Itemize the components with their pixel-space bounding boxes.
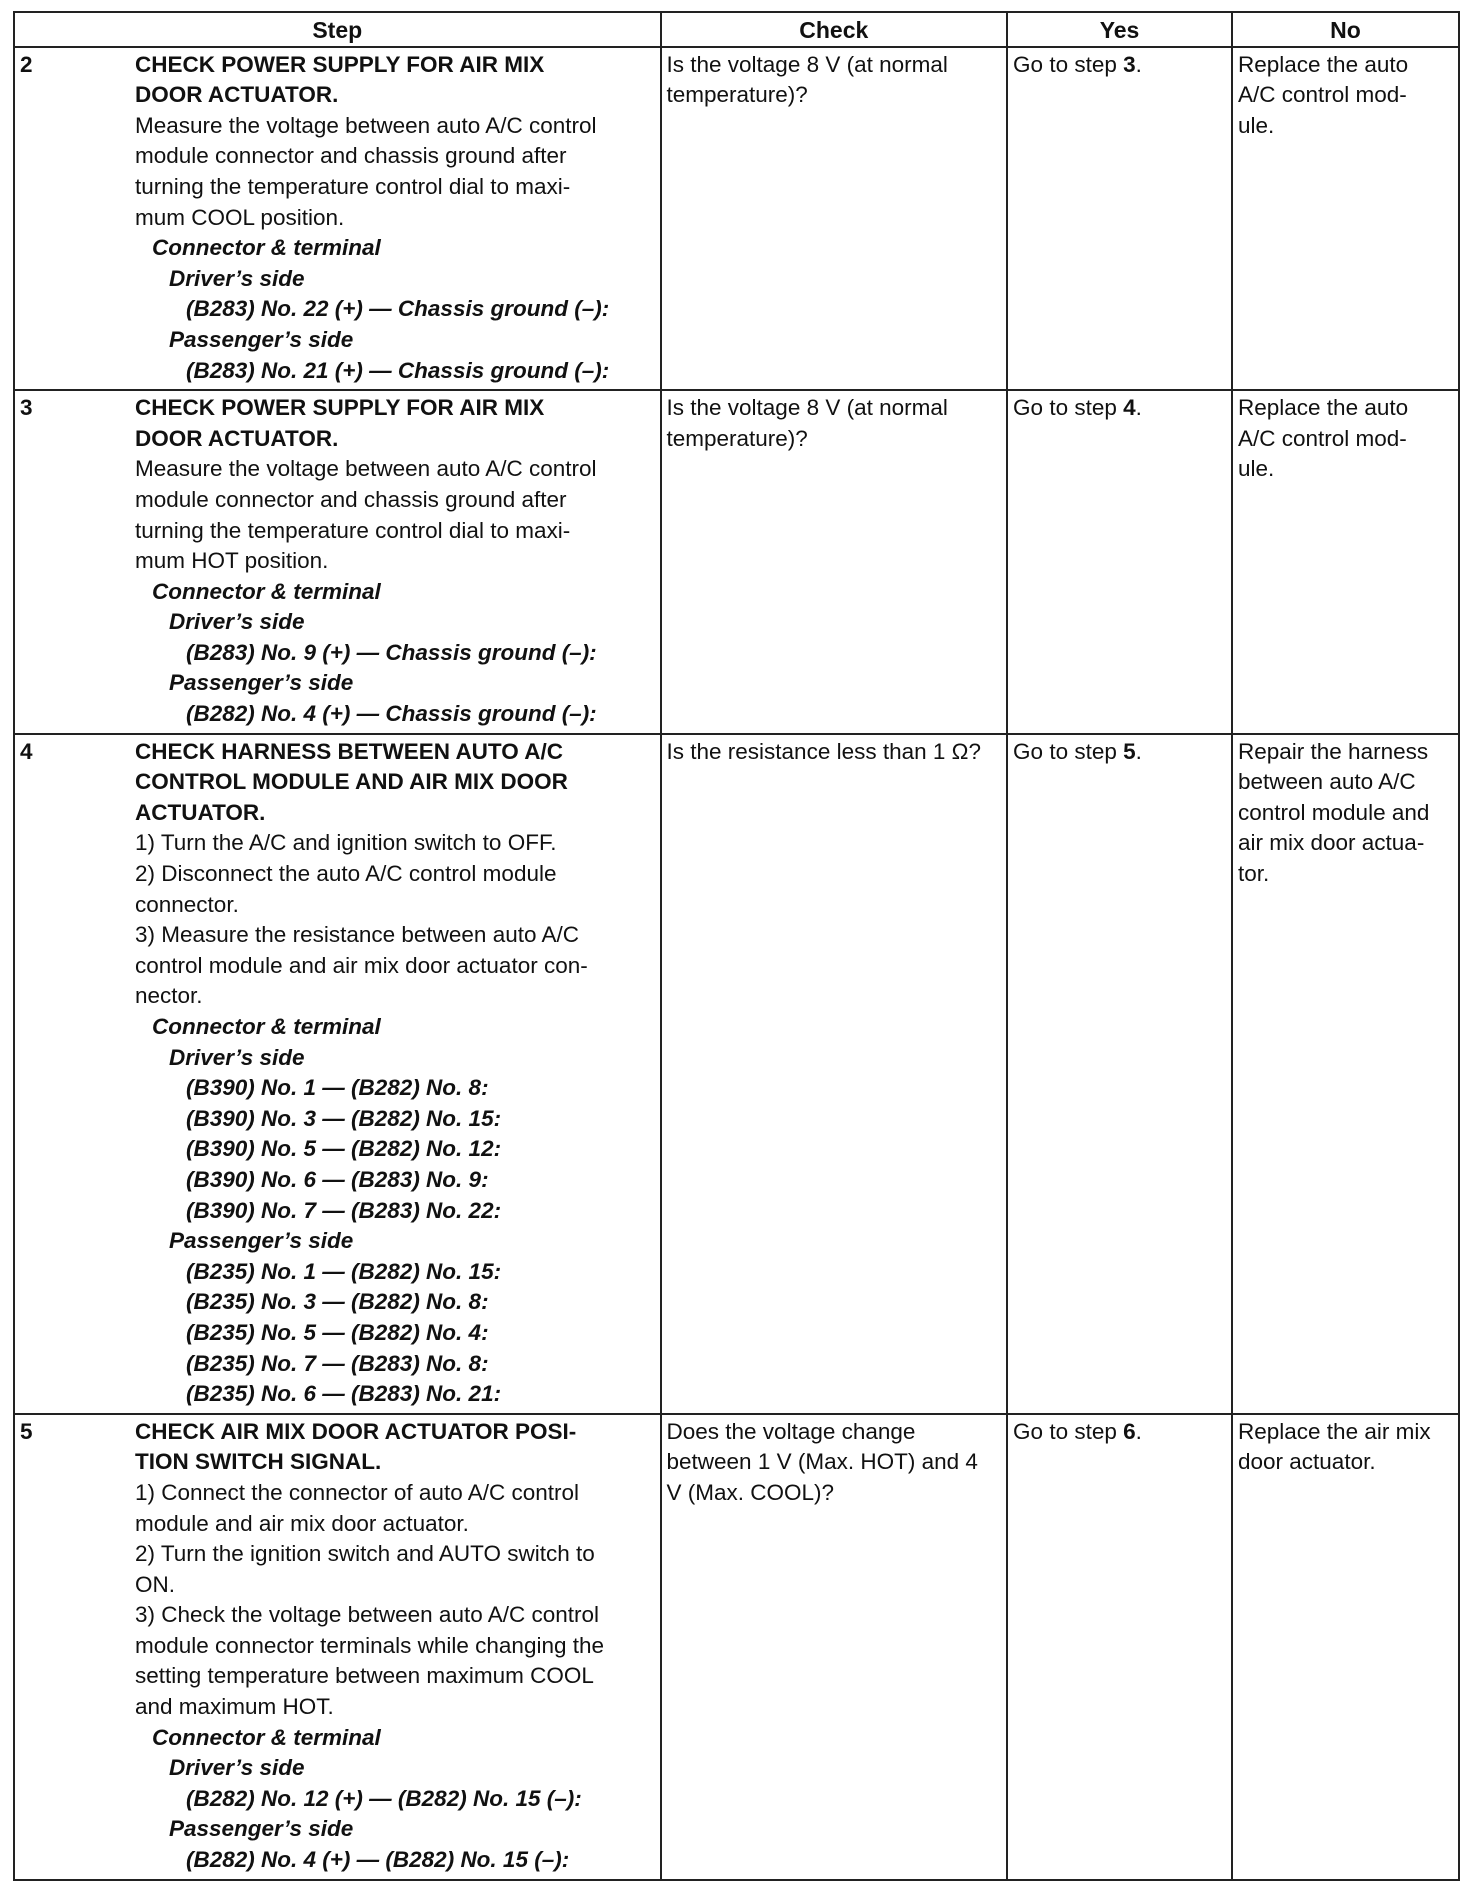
step-body <box>135 1417 655 1876</box>
step-instruction-line: Measure the voltage between auto A/C control <box>135 112 597 138</box>
step-cell <box>14 1414 661 1880</box>
passengers-side-label: Passenger’s side <box>169 670 354 696</box>
terminal-line: (B235) No. 1 — (B282) No. 15: <box>186 1258 502 1284</box>
header-check: Check <box>661 12 1008 47</box>
step-body <box>135 50 655 387</box>
no-cell <box>1232 1414 1459 1880</box>
step-number: 4 <box>20 738 33 764</box>
step-number: 5 <box>20 1418 33 1444</box>
no-cell <box>1232 47 1459 391</box>
check-line: temperature)? <box>666 82 808 108</box>
step-instruction-line: 1) Connect the connector of auto A/C control <box>135 1479 580 1505</box>
drivers-side-label: Driver’s side <box>169 609 305 635</box>
step-body <box>135 393 655 730</box>
step-title-line: ACTUATOR. <box>135 799 266 825</box>
check-cell <box>661 47 1008 391</box>
step-instruction-line: Measure the voltage between auto A/C control <box>135 456 597 482</box>
step-cell <box>14 734 661 1414</box>
terminal-line: (B390) No. 3 — (B282) No. 15: <box>186 1105 502 1131</box>
step-title-line: CHECK AIR MIX DOOR ACTUATOR POSI- <box>135 1418 577 1444</box>
step-body <box>135 737 655 1410</box>
step-cell <box>14 47 661 391</box>
no-line: Repair the harness <box>1238 738 1429 764</box>
yes-suffix: . <box>1135 51 1142 77</box>
check-line: temperature)? <box>666 425 808 451</box>
terminal-line: (B235) No. 5 — (B282) No. 4: <box>186 1319 489 1345</box>
terminal-line: (B235) No. 7 — (B283) No. 8: <box>186 1350 489 1376</box>
terminal-line: (B282) No. 4 (+) — (B282) No. 15 (–): <box>186 1847 570 1873</box>
check-line: between 1 V (Max. HOT) and 4 <box>666 1449 978 1475</box>
step-content <box>20 1417 655 1876</box>
table-row <box>14 734 1459 1414</box>
no-line: ule. <box>1238 456 1275 482</box>
passengers-side-label: Passenger’s side <box>169 1228 354 1254</box>
header-yes: Yes <box>1007 12 1232 47</box>
no-line: between auto A/C <box>1238 769 1416 795</box>
step-title-line: CHECK POWER SUPPLY FOR AIR MIX <box>135 51 545 77</box>
step-instruction-line: module and air mix door actuator. <box>135 1510 469 1536</box>
check-cell <box>661 1414 1008 1880</box>
step-instruction-line: 3) Measure the resistance between auto A/C <box>135 922 580 948</box>
table-row <box>14 390 1459 734</box>
drivers-side-label: Driver’s side <box>169 1755 305 1781</box>
no-line: door actuator. <box>1238 1449 1376 1475</box>
table-body <box>14 47 1459 1880</box>
no-line: Replace the auto <box>1238 395 1409 421</box>
connector-terminal-label: Connector & terminal <box>152 578 381 604</box>
table-row <box>14 1414 1459 1880</box>
terminal-line: (B235) No. 6 — (B283) No. 21: <box>186 1381 502 1407</box>
step-number: 2 <box>20 51 33 77</box>
step-title-line: CONTROL MODULE AND AIR MIX DOOR <box>135 769 568 795</box>
terminal-line: (B283) No. 9 (+) — Chassis ground (–): <box>186 639 597 665</box>
step-instruction-line: setting temperature between maximum COOL <box>135 1663 594 1689</box>
no-cell <box>1232 734 1459 1414</box>
step-cell <box>14 390 661 734</box>
terminal-line: (B390) No. 5 — (B282) No. 12: <box>186 1136 502 1162</box>
terminal-line: (B235) No. 3 — (B282) No. 8: <box>186 1289 489 1315</box>
yes-cell <box>1007 47 1232 391</box>
table-row <box>14 47 1459 391</box>
terminal-line: (B282) No. 4 (+) — Chassis ground (–): <box>186 701 597 727</box>
header-step: Step <box>14 12 661 47</box>
check-line: Does the voltage change <box>666 1418 916 1444</box>
check-line: Is the voltage 8 V (at normal <box>666 51 948 77</box>
terminal-line: (B283) No. 22 (+) — Chassis ground (–): <box>186 296 610 322</box>
drivers-side-label: Driver’s side <box>169 265 305 291</box>
no-line: air mix door actua- <box>1238 830 1425 856</box>
step-instruction-line: 2) Turn the ignition switch and AUTO switch to <box>135 1541 595 1567</box>
check-line: Is the resistance less than 1 Ω? <box>666 738 981 764</box>
terminal-line: (B390) No. 1 — (B282) No. 8: <box>186 1075 489 1101</box>
step-content <box>20 737 655 1410</box>
no-cell <box>1232 390 1459 734</box>
yes-step-number: 3 <box>1123 51 1136 77</box>
step-instruction-line: connector. <box>135 891 239 917</box>
step-title-line: DOOR ACTUATOR. <box>135 82 339 108</box>
check-cell <box>661 390 1008 734</box>
step-instruction-line: control module and air mix door actuator con- <box>135 952 588 978</box>
step-instruction-line: module connector terminals while changing the <box>135 1632 605 1658</box>
step-instruction-line: ON. <box>135 1571 176 1597</box>
yes-step-number: 4 <box>1123 395 1136 421</box>
step-instruction-line: turning the temperature control dial to maxi- <box>135 517 571 543</box>
yes-cell <box>1007 1414 1232 1880</box>
step-title-line: CHECK HARNESS BETWEEN AUTO A/C <box>135 738 563 764</box>
yes-suffix: . <box>1135 738 1142 764</box>
step-instruction-line: 3) Check the voltage between auto A/C control <box>135 1602 600 1628</box>
yes-text: Go to step <box>1013 1418 1124 1444</box>
header-row <box>14 12 1459 47</box>
check-line: Is the voltage 8 V (at normal <box>666 395 948 421</box>
yes-text: Go to step <box>1013 51 1124 77</box>
diagnostic-table <box>13 11 1460 1881</box>
passengers-side-label: Passenger’s side <box>169 326 354 352</box>
yes-suffix: . <box>1135 1418 1142 1444</box>
step-content <box>20 50 655 387</box>
yes-step-number: 6 <box>1123 1418 1136 1444</box>
step-number: 3 <box>20 395 33 421</box>
drivers-side-label: Driver’s side <box>169 1044 305 1070</box>
step-instruction-line: mum HOT position. <box>135 548 329 574</box>
step-instruction-line: 1) Turn the A/C and ignition switch to OFF. <box>135 830 557 856</box>
step-title-line: TION SWITCH SIGNAL. <box>135 1449 382 1475</box>
connector-terminal-label: Connector & terminal <box>152 1014 381 1039</box>
yes-cell <box>1007 734 1232 1414</box>
check-line: V (Max. COOL)? <box>666 1479 835 1505</box>
terminal-line: (B390) No. 6 — (B283) No. 9: <box>186 1166 489 1192</box>
step-instruction-line: module connector and chassis ground after <box>135 486 567 512</box>
step-content <box>20 393 655 730</box>
diagnostic-procedure-sheet <box>13 11 1460 1881</box>
yes-text: Go to step <box>1013 738 1124 764</box>
yes-text: Go to step <box>1013 395 1124 421</box>
step-instruction-line: and maximum HOT. <box>135 1694 334 1720</box>
step-instruction-line: 2) Disconnect the auto A/C control module <box>135 861 557 887</box>
terminal-line: (B390) No. 7 — (B283) No. 22: <box>186 1197 502 1223</box>
step-title-line: DOOR ACTUATOR. <box>135 425 339 451</box>
step-instruction-line: turning the temperature control dial to maxi- <box>135 173 571 199</box>
no-line: Replace the air mix <box>1238 1418 1431 1444</box>
no-line: A/C control mod- <box>1238 82 1407 108</box>
check-cell <box>661 734 1008 1414</box>
header-no: No <box>1232 12 1459 47</box>
no-line: ule. <box>1238 112 1275 138</box>
connector-terminal-label: Connector & terminal <box>152 235 381 261</box>
connector-terminal-label: Connector & terminal <box>152 1724 381 1750</box>
terminal-line: (B282) No. 12 (+) — (B282) No. 15 (–): <box>186 1785 582 1811</box>
no-line: control module and <box>1238 799 1430 825</box>
terminal-line: (B283) No. 21 (+) — Chassis ground (–): <box>186 357 610 383</box>
step-instruction-line: nector. <box>135 983 203 1009</box>
yes-suffix: . <box>1135 395 1142 421</box>
passengers-side-label: Passenger’s side <box>169 1816 354 1842</box>
no-line: Replace the auto <box>1238 51 1409 77</box>
no-line: tor. <box>1238 861 1270 887</box>
step-instruction-line: mum COOL position. <box>135 204 345 230</box>
step-instruction-line: module connector and chassis ground after <box>135 143 567 169</box>
yes-cell <box>1007 390 1232 734</box>
step-title-line: CHECK POWER SUPPLY FOR AIR MIX <box>135 395 545 421</box>
no-line: A/C control mod- <box>1238 425 1407 451</box>
yes-step-number: 5 <box>1123 738 1136 764</box>
